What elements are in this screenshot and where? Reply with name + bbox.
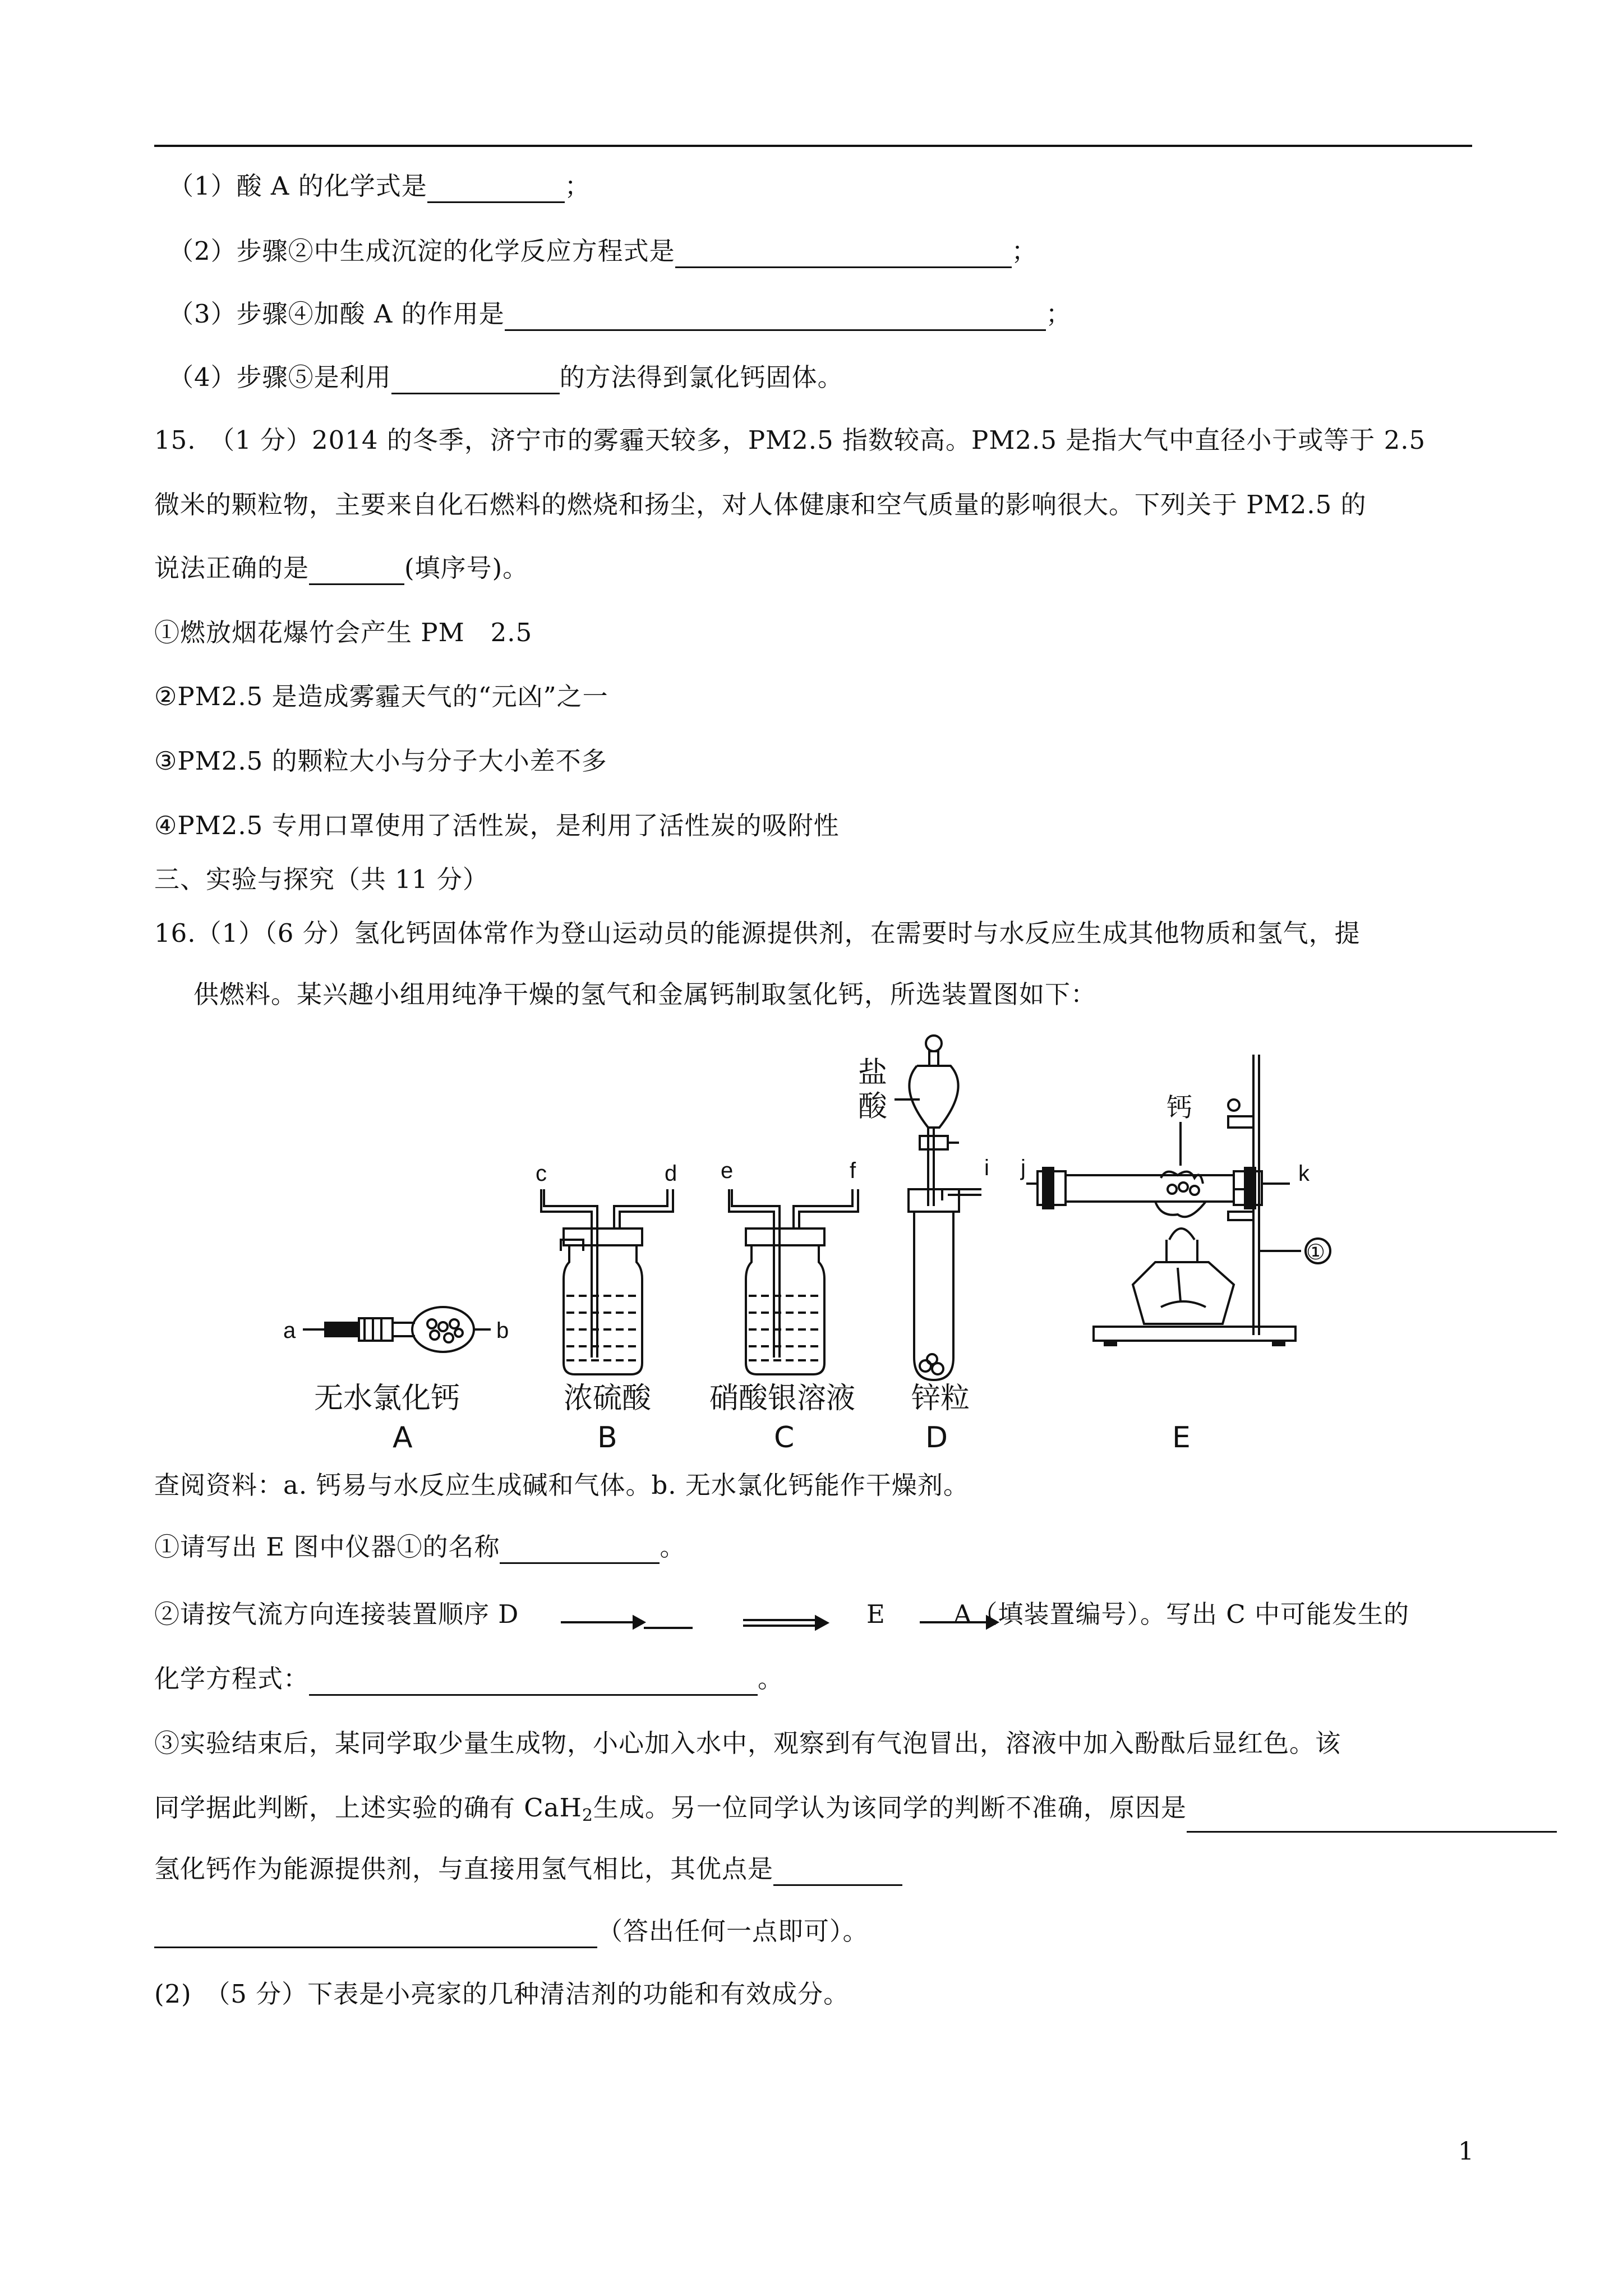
q14-sub4-end: 的方法得到氯化钙固体。 — [559, 362, 843, 392]
q14-sub4-text: （4）步骤⑤是利用 — [168, 362, 391, 392]
q16-q3-line3 — [154, 1852, 902, 1886]
port-k-label: k — [1298, 1161, 1310, 1186]
q16-q3-line2-text-2: 生成。另一位同学认为该同学的判断不准确，原因是 — [593, 1793, 1187, 1823]
q16-q2-equation-end: 。 — [758, 1664, 784, 1694]
q16-q3-line4-text: （答出任何一点即可）。 — [597, 1916, 869, 1946]
q16-line1: 16.（1）（6 分）氢化钙固体常作为登山运动员的能源提供剂，在需要时与水反应生成其他物质和氢气，提 — [154, 918, 1361, 948]
q15-line3-end: (填序号)。 — [404, 553, 529, 583]
q15-option-2: ②PM2.5 是造成雾霾天气的“元凶”之一 — [154, 682, 608, 711]
q16-part2: (2) （5 分）下表是小亮家的几种清洁剂的功能和有效成分。 — [154, 1979, 850, 2009]
q14-sub2-text: （2）步骤②中生成沉淀的化学反应方程式是 — [168, 236, 675, 266]
header-rule — [154, 145, 1472, 147]
letter-e: E — [1172, 1421, 1191, 1455]
q16-q2-e: E — [866, 1599, 886, 1629]
q15-option-4: ④PM2.5 专用口罩使用了活性炭，是利用了活性炭的吸附性 — [154, 811, 840, 840]
port-i-label: i — [984, 1156, 989, 1180]
q16-line2: 供燃料。某兴趣小组用纯净干燥的氢气和金属钙制取氢化钙，所选装置图如下： — [193, 979, 1097, 1009]
answer-blank[interactable] — [500, 1535, 660, 1564]
port-j-label: j — [1021, 1156, 1026, 1180]
generator-d — [895, 1036, 981, 1380]
drying-tube-a — [303, 1307, 491, 1352]
calcium-label: 钙 — [1166, 1092, 1192, 1122]
q16-q2-text: ②请按气流方向连接装置顺序 D — [154, 1599, 519, 1629]
port-d-label: d — [665, 1161, 677, 1186]
caption-d: 锌粒 — [911, 1382, 970, 1415]
q16-q3-line1: ③实验结束后，某同学取少量生成物，小心加入水中，观察到有气泡冒出，溶液中加入酚酞后显红色。该 — [154, 1728, 1341, 1758]
apparatus-figure — [280, 1021, 1402, 1458]
q14-sub3 — [168, 297, 1072, 331]
answer-blank[interactable] — [154, 1920, 597, 1948]
caption-b: 浓硫酸 — [564, 1382, 652, 1415]
q15-option-3: ③PM2.5 的颗粒大小与分子大小差不多 — [154, 746, 607, 776]
answer-blank[interactable] — [309, 1667, 758, 1696]
subscript: 2 — [582, 1806, 593, 1825]
q16-q3-line4 — [154, 1915, 869, 1948]
port-c-label: c — [536, 1161, 547, 1186]
answer-blank[interactable] — [309, 556, 404, 585]
q16-q3-line3-text: 氢化钙作为能源提供剂，与直接用氢气相比，其优点是 — [154, 1854, 774, 1884]
answer-blank[interactable] — [675, 240, 1012, 268]
port-b-label: b — [496, 1318, 509, 1343]
q14-sub1 — [168, 169, 591, 203]
q16-q1 — [154, 1530, 685, 1564]
caption-a: 无水氯化钙 — [314, 1382, 460, 1415]
answer-blank[interactable] — [505, 302, 1046, 331]
letter-d: D — [925, 1421, 948, 1455]
q14-sub4 — [168, 361, 843, 394]
q16-q2-a: A（填装置编号）。写出 C 中可能发生的 — [953, 1599, 1410, 1629]
answer-blank[interactable] — [773, 1857, 902, 1886]
q15-option-1: ①燃放烟花爆竹会产生 PM 2.5 — [154, 618, 533, 647]
q14-sub1-text: （1）酸 A 的化学式是 — [168, 171, 427, 201]
q15-line1: 15. （1 分）2014 的冬季，济宁市的雾霾天较多，PM2.5 指数较高。PM2.5 是指大气中直径小于或等于 2.5 — [154, 425, 1426, 455]
q16-reference: 查阅资料：a. 钙易与水反应生成碱和气体。b. 无水氯化钙能作干燥剂。 — [154, 1470, 969, 1500]
section-heading: 三、实验与探究（共 11 分） — [154, 864, 488, 894]
acid-label-1: 盐 — [858, 1056, 888, 1090]
answer-blank[interactable] — [427, 174, 565, 203]
instrument-one-label: ① — [1306, 1240, 1326, 1264]
letter-c: C — [774, 1421, 795, 1455]
q15-line2: 微米的颗粒物，主要来自化石燃料的燃烧和扬尘，对人体健康和空气质量的影响很大。下列关于 PM2.5 的 — [154, 490, 1367, 519]
page-number: 1 — [1458, 2137, 1474, 2166]
answer-blank[interactable] — [391, 366, 560, 394]
q16-q1-end: 。 — [660, 1532, 686, 1562]
q16-q1-text: ①请写出 E 图中仪器①的名称 — [154, 1532, 500, 1562]
q15-line3 — [154, 551, 528, 585]
port-a-label: a — [283, 1318, 296, 1343]
q14-sub2 — [168, 234, 1038, 268]
q14-sub2-end: ； — [1011, 236, 1038, 266]
acid-label-2: 酸 — [858, 1090, 888, 1124]
q14-sub1-end: ； — [564, 171, 591, 201]
port-f-label: f — [850, 1158, 856, 1183]
q15-line3-text: 说法正确的是 — [154, 553, 310, 583]
q16-q3-line2-text: 同学据此判断，上述实验的确有 CaH — [154, 1793, 582, 1823]
port-e-label: e — [721, 1158, 734, 1183]
caption-c: 硝酸银溶液 — [709, 1382, 856, 1415]
q14-sub3-end: ； — [1045, 299, 1072, 329]
q16-q2-equation-label: 化学方程式： — [154, 1664, 310, 1694]
q16-q2-equation — [154, 1662, 783, 1696]
q14-sub3-text: （3）步骤④加酸 A 的作用是 — [168, 299, 505, 329]
letter-a: A — [393, 1421, 413, 1455]
answer-blank[interactable] — [1187, 1804, 1557, 1833]
q16-q3-line2 — [154, 1791, 1557, 1833]
letter-b: B — [597, 1421, 617, 1455]
bottle-b — [541, 1189, 673, 1374]
bottle-c — [729, 1189, 858, 1374]
